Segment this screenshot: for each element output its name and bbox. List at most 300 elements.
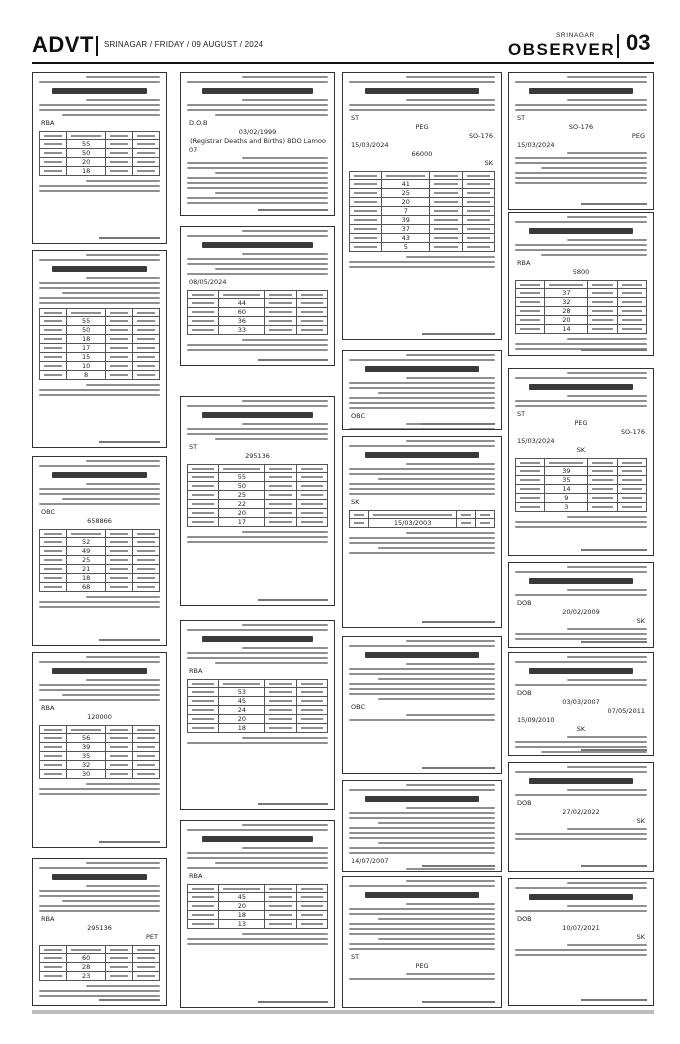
text-placeholder <box>592 319 612 321</box>
text-placeholder <box>467 192 490 194</box>
notice-heading <box>529 778 633 784</box>
text-placeholder <box>192 896 214 898</box>
table-cell <box>40 167 67 176</box>
table-cell-number: 17 <box>219 518 265 527</box>
table-cell <box>296 911 327 920</box>
notice-signature <box>258 359 328 361</box>
notice-table-header <box>188 465 328 473</box>
table-header-cell <box>350 511 369 519</box>
notice-footer-line <box>187 177 328 179</box>
table-cell <box>133 761 160 770</box>
notice-body-line <box>39 910 160 912</box>
notice-signature <box>258 803 328 805</box>
table-cell <box>133 149 160 158</box>
table-cell <box>296 518 327 527</box>
header-divider <box>96 36 98 56</box>
notice-footer-line <box>39 606 160 608</box>
text-placeholder <box>110 577 128 579</box>
notice-heading <box>529 88 633 94</box>
notice-body-line <box>349 913 495 915</box>
table-cell-number: 37 <box>382 225 430 234</box>
text-placeholder <box>110 374 128 376</box>
notice-n5 <box>32 858 167 1006</box>
notice-address-line <box>187 81 328 83</box>
table-row <box>188 299 328 308</box>
text-placeholder <box>622 479 642 481</box>
text-placeholder <box>110 541 128 543</box>
notice-code-text: 07/05/2011 <box>607 707 645 715</box>
notice-address-line <box>515 81 647 83</box>
notice-body-line <box>515 794 647 796</box>
table-cell-number: 9 <box>545 494 588 503</box>
notice-footer-line <box>567 152 647 154</box>
text-placeholder <box>354 210 377 212</box>
text-placeholder <box>269 700 291 702</box>
notice-body-line <box>349 493 495 495</box>
table-header-cell <box>516 281 545 289</box>
text-placeholder <box>592 301 612 303</box>
notice-signature <box>422 333 495 335</box>
table-cell <box>350 225 382 234</box>
table-row <box>516 316 647 325</box>
table-header-cell <box>188 465 219 473</box>
text-placeholder <box>467 237 490 239</box>
table-cell <box>133 770 160 779</box>
notice-body-line <box>406 663 495 665</box>
table-header-cell <box>382 172 430 180</box>
text-placeholder <box>192 329 214 331</box>
notice-signature <box>422 865 495 867</box>
table-row <box>40 963 160 972</box>
text-placeholder <box>301 485 323 487</box>
table-cell <box>188 473 219 482</box>
text-placeholder <box>192 905 214 907</box>
text-placeholder <box>434 175 457 177</box>
notice-body-line <box>378 842 495 844</box>
notice-table <box>187 679 328 733</box>
text-placeholder <box>110 533 128 535</box>
notice-address-line <box>349 359 495 361</box>
notice-body-line <box>39 109 160 111</box>
notice-footer-line <box>541 167 647 169</box>
table-row <box>188 500 328 509</box>
table-cell <box>350 234 382 243</box>
notice-table-header <box>40 726 160 734</box>
table-cell <box>265 902 296 911</box>
table-cell <box>133 972 160 981</box>
table-header-cell <box>368 511 457 519</box>
notice-code-text: RBA <box>41 704 55 712</box>
text-placeholder <box>192 485 214 487</box>
notice-body-line <box>541 254 647 256</box>
table-cell <box>40 371 67 380</box>
table-header-cell <box>476 511 495 519</box>
table-cell <box>430 243 462 252</box>
text-placeholder <box>44 347 62 349</box>
text-placeholder <box>137 161 155 163</box>
text-placeholder <box>301 896 323 898</box>
notice-signature <box>581 641 647 643</box>
table-cell <box>133 317 160 326</box>
table-cell <box>617 289 646 298</box>
notice-table-header <box>350 511 495 519</box>
notice-code-text: DOB <box>517 915 532 923</box>
notice-n23 <box>508 878 654 1006</box>
notice-address-line <box>515 221 647 223</box>
table-cell <box>588 494 617 503</box>
table-cell-number: 5 <box>382 243 430 252</box>
notice-heading <box>529 384 633 390</box>
notice-n3 <box>32 456 167 646</box>
notice-body-line <box>567 395 647 397</box>
table-cell-number: 33 <box>219 326 265 335</box>
table-cell <box>350 243 382 252</box>
notice-code-text: PEG <box>415 123 429 131</box>
notice-heading <box>52 874 148 880</box>
notice-body-line <box>515 244 647 246</box>
table-cell <box>106 752 133 761</box>
notice-body-line <box>349 847 495 849</box>
table-row <box>516 503 647 512</box>
notice-body-line <box>215 268 328 270</box>
notice-body-line <box>215 438 328 440</box>
table-cell <box>133 140 160 149</box>
text-placeholder <box>622 310 642 312</box>
notice-footer-line <box>406 532 495 534</box>
text-placeholder <box>269 494 291 496</box>
text-placeholder <box>44 161 62 163</box>
notice-code-text: ST <box>517 410 526 418</box>
text-placeholder <box>223 888 260 890</box>
text-placeholder <box>223 683 260 685</box>
notice-footer-line <box>242 339 328 341</box>
notice-n15 <box>342 780 502 872</box>
notice-table <box>39 131 160 176</box>
notice-code-text: 08/05/2024 <box>189 278 227 286</box>
text-placeholder <box>622 328 642 330</box>
table-cell <box>462 189 494 198</box>
table-header-cell <box>133 132 160 140</box>
notice-body-line <box>515 104 647 106</box>
notice-body-line <box>567 679 647 681</box>
table-cell <box>430 189 462 198</box>
table-cell-number: 32 <box>66 761 106 770</box>
table-cell <box>40 752 67 761</box>
notice-body-line <box>378 698 495 700</box>
notice-heading <box>529 578 633 584</box>
notice-table <box>39 945 160 981</box>
notice-footer-line <box>567 828 647 830</box>
text-placeholder <box>520 328 540 330</box>
notice-body-line <box>515 594 647 596</box>
table-cell <box>516 494 545 503</box>
masthead-city: SRINAGAR <box>556 32 595 39</box>
notice-body-line <box>567 905 647 907</box>
notice-code-text: 27/02/2022 <box>562 808 600 816</box>
notice-body-line <box>187 867 328 869</box>
text-placeholder <box>520 319 540 321</box>
text-placeholder <box>520 310 540 312</box>
table-cell <box>106 538 133 547</box>
table-row <box>40 972 160 981</box>
table-cell <box>462 198 494 207</box>
text-placeholder <box>44 541 62 543</box>
text-placeholder <box>137 347 155 349</box>
notice-footer-line <box>39 389 160 391</box>
table-cell <box>40 972 67 981</box>
table-row <box>40 583 160 592</box>
notice-footer-line <box>349 266 495 268</box>
table-cell-number: 23 <box>66 972 106 981</box>
text-placeholder <box>192 311 214 313</box>
table-header-cell <box>133 530 160 538</box>
notice-body-line <box>567 589 647 591</box>
notice-body-line <box>349 923 495 925</box>
notice-body-line <box>187 657 328 659</box>
text-placeholder <box>137 737 155 739</box>
text-placeholder <box>592 292 612 294</box>
notice-address-line <box>515 377 647 379</box>
table-cell <box>350 198 382 207</box>
text-placeholder <box>137 577 155 579</box>
text-placeholder <box>622 319 642 321</box>
notice-signature <box>258 1001 328 1003</box>
table-cell <box>106 565 133 574</box>
text-placeholder <box>44 949 62 951</box>
notice-code-text: DOB <box>517 799 532 807</box>
notice-body-line <box>39 287 160 289</box>
notice-table <box>349 510 495 528</box>
text-placeholder <box>269 503 291 505</box>
notice-body-line <box>406 99 495 101</box>
notice-heading <box>52 88 148 94</box>
notice-address-line <box>242 824 328 826</box>
text-placeholder <box>44 329 62 331</box>
notice-footer-line <box>86 985 160 987</box>
notice-body-line <box>349 488 495 490</box>
table-row <box>188 902 328 911</box>
notice-heading <box>365 452 479 458</box>
notice-body-line <box>86 679 160 681</box>
notice-address-line <box>39 661 160 663</box>
notice-footer-line <box>39 394 160 396</box>
table-header-cell <box>457 511 476 519</box>
table-cell <box>462 234 494 243</box>
text-placeholder <box>44 312 62 314</box>
table-row <box>350 198 495 207</box>
table-cell-number: 7 <box>382 207 430 216</box>
notice-address-line <box>515 661 647 663</box>
notice-code-text: SO-176 <box>568 123 594 131</box>
table-cell <box>516 476 545 485</box>
notice-footer-line <box>567 736 647 738</box>
table-cell <box>265 491 296 500</box>
text-placeholder <box>269 320 291 322</box>
notice-address-line <box>406 784 495 786</box>
table-row <box>40 149 160 158</box>
text-placeholder <box>137 374 155 376</box>
table-header-cell <box>588 281 617 289</box>
table-cell <box>40 326 67 335</box>
table-cell-number: 20 <box>219 715 265 724</box>
notice-body-line <box>187 273 328 275</box>
table-cell <box>133 954 160 963</box>
table-cell <box>106 167 133 176</box>
table-cell-number: 3 <box>545 503 588 512</box>
table-cell-number: 55 <box>66 317 106 326</box>
notice-footer-line <box>187 202 328 204</box>
table-cell <box>133 583 160 592</box>
notice-address-line <box>349 885 495 887</box>
text-placeholder <box>373 514 453 516</box>
text-placeholder <box>110 773 128 775</box>
footer-rule <box>32 1010 654 1014</box>
table-cell <box>516 467 545 476</box>
table-cell <box>133 547 160 556</box>
notice-n4 <box>32 652 167 848</box>
text-placeholder <box>269 294 291 296</box>
notice-code-text: DOB <box>517 599 532 607</box>
text-placeholder <box>301 468 323 470</box>
notice-n19 <box>508 368 654 556</box>
table-row <box>516 476 647 485</box>
table-row <box>40 371 160 380</box>
text-placeholder <box>71 533 102 535</box>
text-placeholder <box>622 506 642 508</box>
notice-footer-line <box>39 990 160 992</box>
notice-body-line <box>378 678 495 680</box>
table-header-cell <box>106 530 133 538</box>
text-placeholder <box>301 503 323 505</box>
table-cell <box>588 289 617 298</box>
text-placeholder <box>44 737 62 739</box>
table-cell-number: 37 <box>545 289 588 298</box>
notice-footer-line <box>515 833 647 835</box>
text-placeholder <box>44 568 62 570</box>
table-cell <box>106 770 133 779</box>
notice-code-text: 15/03/2024 <box>517 437 555 445</box>
table-cell <box>296 706 327 715</box>
notice-body-line <box>515 400 647 402</box>
table-row <box>350 519 495 528</box>
table-cell <box>106 972 133 981</box>
notice-body-line <box>349 933 495 935</box>
table-header-cell <box>40 309 67 317</box>
notice-footer-line <box>215 192 328 194</box>
text-placeholder <box>223 468 260 470</box>
table-cell <box>296 500 327 509</box>
text-placeholder <box>434 228 457 230</box>
text-placeholder <box>301 294 323 296</box>
table-row <box>188 509 328 518</box>
table-cell <box>133 538 160 547</box>
table-cell-number: 50 <box>66 149 106 158</box>
notice-body-line <box>187 652 328 654</box>
notice-body-line <box>349 483 495 485</box>
text-placeholder <box>520 488 540 490</box>
table-cell <box>430 198 462 207</box>
table-cell-number: 55 <box>66 140 106 149</box>
text-placeholder <box>192 494 214 496</box>
notice-body-line <box>39 890 160 892</box>
notice-signature <box>422 1001 495 1003</box>
table-cell <box>188 482 219 491</box>
notice-footer-line <box>86 384 160 386</box>
table-cell <box>350 180 382 189</box>
notice-footer-line <box>515 741 647 743</box>
table-cell <box>40 344 67 353</box>
notice-code-text: RBA <box>41 915 55 923</box>
table-cell-number: 20 <box>219 509 265 518</box>
table-row <box>40 353 160 362</box>
notice-address-line <box>242 624 328 626</box>
table-cell <box>188 491 219 500</box>
table-row <box>40 326 160 335</box>
notice-footer-line <box>349 978 495 980</box>
notice-code-text: 5800 <box>572 268 590 276</box>
notice-body-line <box>39 503 160 505</box>
table-header-cell <box>296 291 327 299</box>
table-cell <box>106 583 133 592</box>
text-placeholder <box>192 512 214 514</box>
text-placeholder <box>269 896 291 898</box>
notice-address-line <box>349 81 495 83</box>
table-cell-number: 50 <box>219 482 265 491</box>
table-cell-number: 21 <box>66 565 106 574</box>
notice-table-header <box>40 132 160 140</box>
text-placeholder <box>269 914 291 916</box>
text-placeholder <box>269 468 291 470</box>
text-placeholder <box>44 152 62 154</box>
notice-footer-line <box>187 197 328 199</box>
notice-address-line <box>567 566 647 568</box>
table-row <box>40 158 160 167</box>
notice-address-line <box>187 829 328 831</box>
table-cell <box>296 724 327 733</box>
table-cell <box>40 140 67 149</box>
text-placeholder <box>301 905 323 907</box>
notice-footer-line <box>406 973 495 975</box>
notice-footer-line <box>515 954 647 956</box>
text-placeholder <box>592 462 612 464</box>
notice-footer-line <box>39 788 160 790</box>
notice-heading <box>202 636 312 642</box>
text-placeholder <box>434 246 457 248</box>
notice-footer-line <box>187 541 328 543</box>
notice-code-text: ST <box>189 443 198 451</box>
table-cell <box>617 503 646 512</box>
table-cell <box>188 518 219 527</box>
notice-heading <box>529 894 633 900</box>
table-cell <box>40 565 67 574</box>
text-placeholder <box>44 135 62 137</box>
table-cell <box>617 316 646 325</box>
table-cell <box>617 485 646 494</box>
table-cell <box>296 697 327 706</box>
notice-table-header <box>516 281 647 289</box>
notice-footer-line <box>378 547 495 549</box>
notice-code-text: RBA <box>41 119 55 127</box>
table-cell <box>265 308 296 317</box>
text-placeholder <box>301 311 323 313</box>
text-placeholder <box>269 302 291 304</box>
notice-body-line <box>349 812 495 814</box>
notice-n7 <box>180 226 335 366</box>
notice-code-text: SK <box>351 498 360 506</box>
table-cell <box>430 234 462 243</box>
table-row <box>188 697 328 706</box>
notice-footer-line <box>515 157 647 159</box>
